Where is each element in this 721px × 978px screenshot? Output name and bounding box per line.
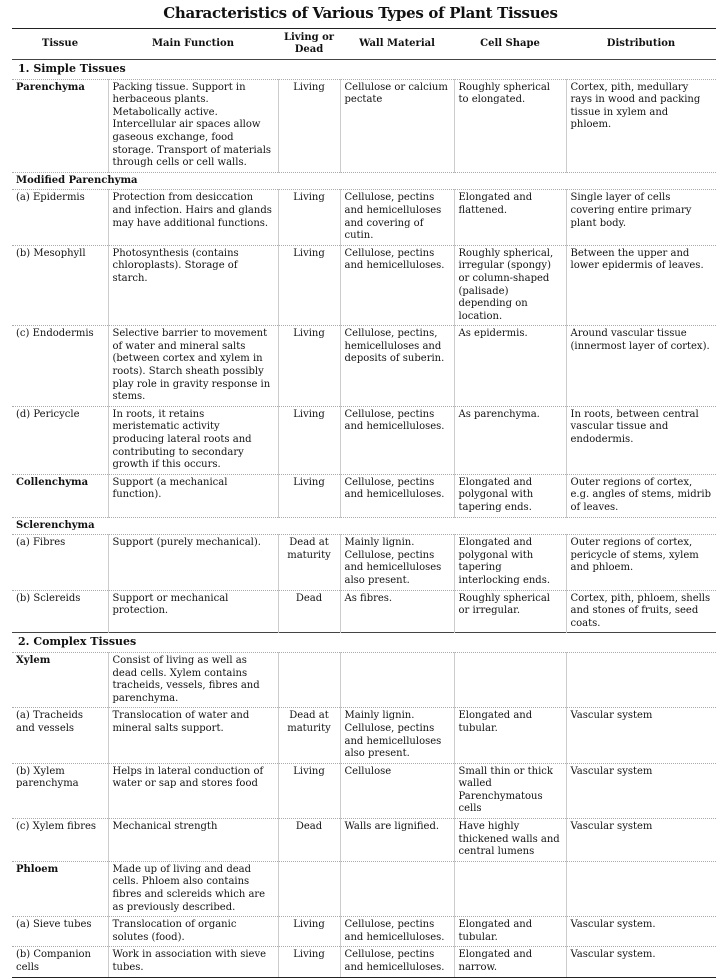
living-cell: Living	[278, 947, 340, 977]
wall-cell	[340, 652, 454, 707]
living-cell: Living	[278, 190, 340, 245]
wall-cell: Cellulose or calcium pectate	[340, 79, 454, 172]
shape-cell: Roughly spherical, irregular (spongy) or column-shaped (palisade) depending on location.	[454, 245, 566, 326]
living-cell: Living	[278, 406, 340, 474]
table-row	[12, 763, 716, 818]
table-row	[12, 245, 716, 326]
shape-cell: As epidermis.	[454, 326, 566, 407]
shape-cell: Elongated and tubular.	[454, 917, 566, 947]
shape-cell: Roughly spherical or irregular.	[454, 590, 566, 633]
subheading-row	[12, 172, 716, 190]
table-row	[12, 947, 716, 977]
living-cell: Dead	[278, 590, 340, 633]
function-cell: Helps in lateral conduction of water or sap and stores food	[108, 763, 278, 818]
subheading: Sclerenchyma	[12, 517, 716, 535]
distribution-cell: Cortex, pith, medullary rays in wood and packing tissue in xylem and phloem.	[566, 79, 716, 172]
wall-cell: As fibres.	[340, 590, 454, 633]
header-row	[12, 29, 716, 60]
shape-cell: Elongated and polygonal with tapering ends.	[454, 474, 566, 517]
wall-cell: Cellulose	[340, 763, 454, 818]
shape-cell: Elongated and flattened.	[454, 190, 566, 245]
table-row	[12, 474, 716, 517]
shape-cell: Roughly spherical to elongated.	[454, 79, 566, 172]
table-row	[12, 819, 716, 862]
living-cell: Living	[278, 763, 340, 818]
wall-cell: Walls are lignified.	[340, 819, 454, 862]
tissue-cell: (a) Tracheids and vessels	[12, 708, 108, 763]
table-row	[12, 590, 716, 633]
function-cell: Mechanical strength	[108, 819, 278, 862]
shape-cell: As parenchyma.	[454, 406, 566, 474]
header-cell-shape: Cell Shape	[454, 29, 566, 60]
function-cell: Protection from desiccation and infection. Hairs and glands may have additional functions.	[108, 190, 278, 245]
wall-cell: Mainly lignin. Cellulose, pectins and hemicelluloses also present.	[340, 535, 454, 590]
section-heading-row	[12, 633, 716, 653]
living-cell: Dead at maturity	[278, 535, 340, 590]
distribution-cell: Vascular system.	[566, 917, 716, 947]
shape-cell	[454, 652, 566, 707]
section-heading-row	[12, 60, 716, 80]
wall-cell: Mainly lignin. Cellulose, pectins and hemicelluloses also present.	[340, 708, 454, 763]
living-cell: Dead	[278, 819, 340, 862]
function-cell: Selective barrier to movement of water and mineral salts (between cortex and xylem in roots). Starch sheath possibly play role in gravity response in stems.	[108, 326, 278, 407]
function-cell: Translocation of organic solutes (food).	[108, 917, 278, 947]
living-cell: Living	[278, 79, 340, 172]
shape-cell: Small thin or thick walled Parenchymatous cells	[454, 763, 566, 818]
shape-cell: Have highly thickened walls and central lumens	[454, 819, 566, 862]
distribution-cell: Vascular system	[566, 763, 716, 818]
table-row	[12, 652, 716, 707]
table-row	[12, 535, 716, 590]
tissue-cell: Collenchyma	[12, 474, 108, 517]
header-tissue: Tissue	[12, 29, 108, 60]
wall-cell: Cellulose, pectins and hemicelluloses.	[340, 947, 454, 977]
wall-cell: Cellulose, pectins and hemicelluloses.	[340, 474, 454, 517]
tissue-cell: (a) Fibres	[12, 535, 108, 590]
distribution-cell: Vascular system.	[566, 947, 716, 977]
distribution-cell: Outer regions of cortex, e.g. angles of stems, midrib of leaves.	[566, 474, 716, 517]
table-row	[12, 190, 716, 245]
subheading: Modified Parenchyma	[12, 172, 716, 190]
tissue-cell: (b) Mesophyll	[12, 245, 108, 326]
distribution-cell	[566, 861, 716, 916]
function-cell: Support (purely mechanical).	[108, 535, 278, 590]
distribution-cell: Between the upper and lower epidermis of leaves.	[566, 245, 716, 326]
page-title: Characteristics of Various Types of Plant Tissues	[163, 4, 558, 22]
table-row	[12, 326, 716, 407]
header-distribution: Distribution	[566, 29, 716, 60]
wall-cell: Cellulose, pectins and hemicelluloses.	[340, 245, 454, 326]
function-cell: Translocation of water and mineral salts support.	[108, 708, 278, 763]
tissue-cell: (a) Epidermis	[12, 190, 108, 245]
living-cell	[278, 861, 340, 916]
table-row	[12, 406, 716, 474]
distribution-cell: Cortex, pith, phloem, shells and stones of fruits, seed coats.	[566, 590, 716, 633]
table-row	[12, 708, 716, 763]
distribution-cell: Vascular system	[566, 708, 716, 763]
table-row	[12, 79, 716, 172]
table-row	[12, 861, 716, 916]
distribution-cell	[566, 652, 716, 707]
tissue-cell: Phloem	[12, 861, 108, 916]
distribution-cell: Vascular system	[566, 819, 716, 862]
distribution-cell: Around vascular tissue (innermost layer of cortex).	[566, 326, 716, 407]
tissue-cell: Xylem	[12, 652, 108, 707]
living-cell: Living	[278, 474, 340, 517]
tissue-cell: (b) Xylem parenchyma	[12, 763, 108, 818]
header-wall-material: Wall Material	[340, 29, 454, 60]
living-cell: Living	[278, 917, 340, 947]
wall-cell: Cellulose, pectins, hemicelluloses and deposits of suberin.	[340, 326, 454, 407]
tissue-cell: (d) Pericycle	[12, 406, 108, 474]
tissue-cell: (c) Endodermis	[12, 326, 108, 407]
function-cell: Made up of living and dead cells. Phloem also contains fibres and sclereids which are as previously described.	[108, 861, 278, 916]
function-cell: Photosynthesis (contains chloroplasts). Storage of starch.	[108, 245, 278, 326]
tissue-cell: Parenchyma	[12, 79, 108, 172]
shape-cell: Elongated and polygonal with tapering interlocking ends.	[454, 535, 566, 590]
function-cell: Support or mechanical protection.	[108, 590, 278, 633]
tissue-table	[12, 28, 716, 978]
living-cell	[278, 652, 340, 707]
distribution-cell: In roots, between central vascular tissue and endodermis.	[566, 406, 716, 474]
wall-cell: Cellulose, pectins and hemicelluloses.	[340, 917, 454, 947]
section-heading: 2. Complex Tissues	[12, 633, 716, 653]
living-cell: Living	[278, 326, 340, 407]
function-cell: Consist of living as well as dead cells. Xylem contains tracheids, vessels, fibres and parenchyma.	[108, 652, 278, 707]
shape-cell: Elongated and narrow.	[454, 947, 566, 977]
function-cell: Work in association with sieve tubes.	[108, 947, 278, 977]
function-cell: In roots, it retains meristematic activity producing lateral roots and contributing to secondary growth if this occurs.	[108, 406, 278, 474]
header-living-or-dead: Living or Dead	[278, 29, 340, 60]
distribution-cell: Single layer of cells covering entire primary plant body.	[566, 190, 716, 245]
living-cell: Living	[278, 245, 340, 326]
wall-cell	[340, 861, 454, 916]
table-row	[12, 917, 716, 947]
section-heading: 1. Simple Tissues	[12, 60, 716, 80]
shape-cell: Elongated and tubular.	[454, 708, 566, 763]
subheading-row	[12, 517, 716, 535]
header-main-function: Main Function	[108, 29, 278, 60]
shape-cell	[454, 861, 566, 916]
function-cell: Support (a mechanical function).	[108, 474, 278, 517]
wall-cell: Cellulose, pectins and hemicelluloses and covering of cutin.	[340, 190, 454, 245]
living-cell: Dead at maturity	[278, 708, 340, 763]
tissue-cell: (b) Companion cells	[12, 947, 108, 977]
function-cell: Packing tissue. Support in herbaceous plants. Metabolically active. Intercellular air spaces allow gaseous exchange, food storage. Transport of materials through cells or cell walls.	[108, 79, 278, 172]
tissue-cell: (c) Xylem fibres	[12, 819, 108, 862]
tissue-cell: (b) Sclereids	[12, 590, 108, 633]
tissue-cell: (a) Sieve tubes	[12, 917, 108, 947]
wall-cell: Cellulose, pectins and hemicelluloses.	[340, 406, 454, 474]
distribution-cell: Outer regions of cortex, pericycle of stems, xylem and phloem.	[566, 535, 716, 590]
